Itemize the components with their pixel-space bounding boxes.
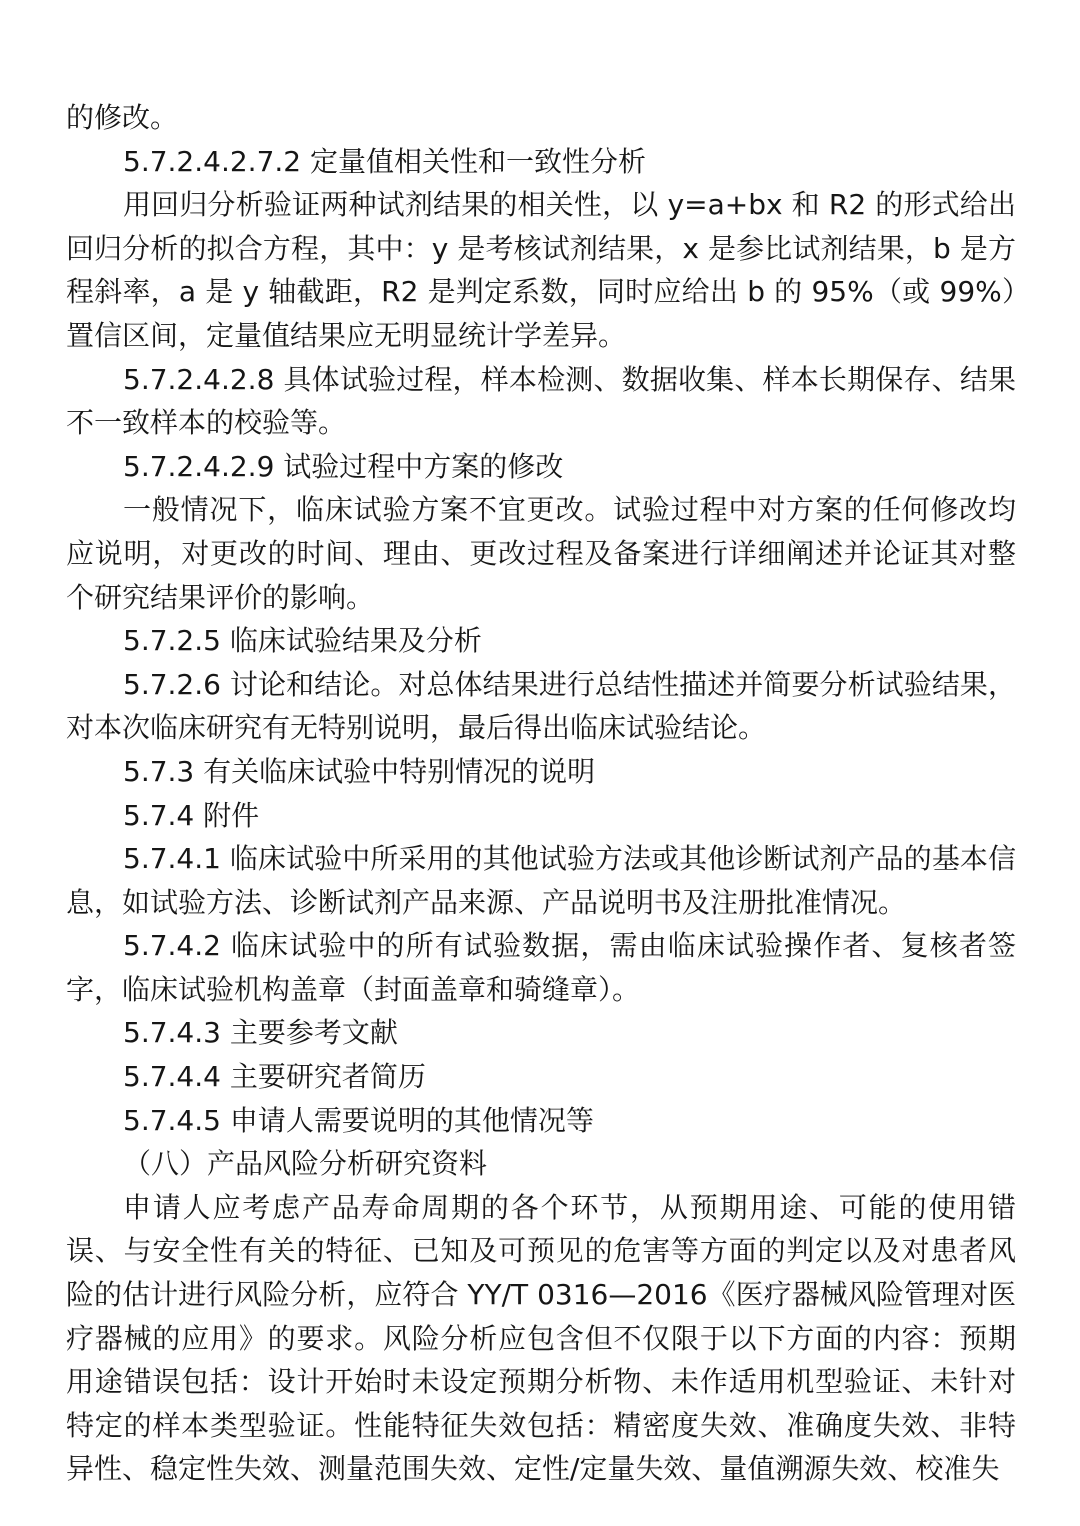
- section-heading-5-7-4-3: 5.7.4.3 主要参考文献: [123, 1016, 398, 1050]
- paragraph-5-7-2-4-2-8: 5.7.2.4.2.8 具体试验过程，样本检测、数据收集、样本长期保存、结果不一致样本的校验等。: [66, 362, 1016, 440]
- paragraph-5-7-4-1: 5.7.4.1 临床试验中所采用的其他试验方法或其他诊断试剂产品的基本信息，如试验方法、诊断试剂产品来源、产品说明书及注册批准情况。: [66, 842, 1016, 919]
- section-heading-5-7-3: 5.7.3 有关临床试验中特别情况的说明: [123, 754, 596, 788]
- section-heading-5-7-4-4: 5.7.4.4 主要研究者简历: [123, 1060, 426, 1094]
- section-heading-5-7-4: 5.7.4 附件: [123, 798, 260, 832]
- paragraph-risk-analysis: 申请人应考虑产品寿命周期的各个环节，从预期用途、可能的使用错误、与安全性有关的特征、已知及可预见的危害等方面的判定以及对患者风险的估计进行风险分析，应符合 YY/T 0316—2016《医疗器械风险管理对医疗器械的应用》的要求。风险分析应包含但不仅限于以下方面的内容：预期用途错误包括：设计开始时未设定预期分析物、未作适用机型验证、未针对特定的样本类型验证。性能特征失效包括：精密度失效、准确度失效、非特异性、稳定性失效、测量范围失效、定性/定量失效、量值溯源失效、校准失: [66, 1190, 1016, 1486]
- paragraph-5-7-4-2: 5.7.4.2 临床试验中的所有试验数据，需由临床试验操作者、复核者签字，临床试验机构盖章（封面盖章和骑缝章）。: [66, 929, 1016, 1006]
- section-heading-5-7-2-4-2-7-2: 5.7.2.4.2.7.2 定量值相关性和一致性分析: [123, 144, 647, 178]
- document-page: [66, 96, 1016, 1491]
- section-heading-eight: （八）产品风险分析研究资料: [123, 1147, 488, 1181]
- section-heading-5-7-2-5: 5.7.2.5 临床试验结果及分析: [123, 624, 482, 658]
- section-heading-5-7-2-4-2-9: 5.7.2.4.2.9 试验过程中方案的修改: [123, 449, 564, 483]
- section-heading-5-7-4-5: 5.7.4.5 申请人需要说明的其他情况等: [123, 1103, 594, 1137]
- paragraph-regression-analysis: 用回归分析验证两种试剂结果的相关性，以 y=a+bx 和 R2 的形式给出回归分析的拟合方程，其中：y 是考核试剂结果，x 是参比试剂结果，b 是方程斜率，a 是 y 轴截距，R2 是判定系数，同时应给出 b 的 95%（或 99%）置信区间，定量值结果应无明显统计学差异。: [66, 188, 1016, 352]
- paragraph-protocol-modification: 一般情况下，临床试验方案不宜更改。试验过程中对方案的任何修改均应说明，对更改的时间、理由、更改过程及备案进行详细阐述并论证其对整个研究结果评价的影响。: [66, 493, 1016, 614]
- paragraph-5-7-2-6: 5.7.2.6 讨论和结论。对总体结果进行总结性描述并简要分析试验结果，对本次临床研究有无特别说明，最后得出临床试验结论。: [66, 667, 1016, 745]
- paragraph-continuation: 的修改。: [66, 101, 179, 134]
